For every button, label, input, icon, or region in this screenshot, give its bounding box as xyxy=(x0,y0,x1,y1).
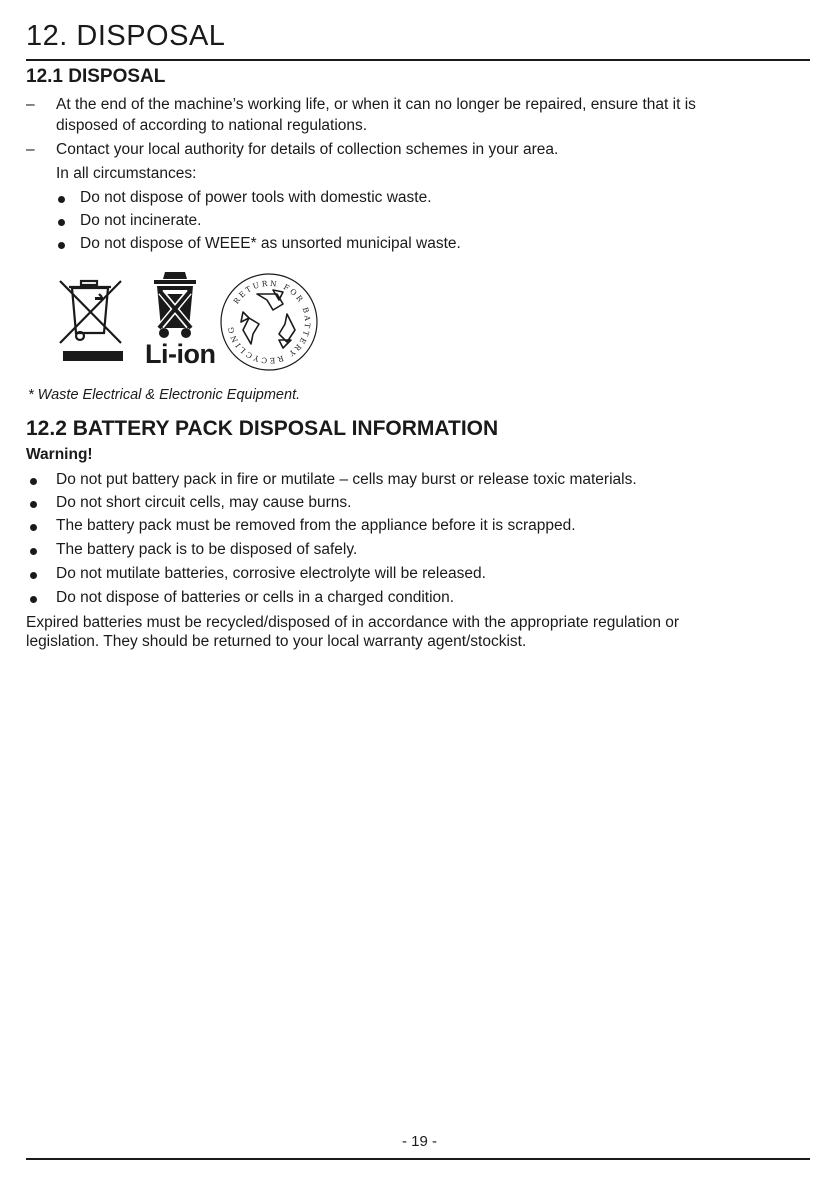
weee-solid-bar xyxy=(63,351,123,361)
bullet-dot xyxy=(30,596,37,603)
list-item: Do not mutilate batteries, corrosive electrolyte will be released. xyxy=(56,565,486,582)
section-heading-disposal: 12.1 DISPOSAL xyxy=(26,66,166,87)
list-item: Do not short circuit cells, may cause burns. xyxy=(56,494,352,511)
paragraph-line: At the end of the machine’s working life, or when it can no longer be repaired, ensure that it is xyxy=(56,96,696,113)
dash-marker: – xyxy=(26,96,35,113)
footnote: * Waste Electrical & Electronic Equipment. xyxy=(28,387,301,403)
svg-text:RETURN FOR BATTERY RECYCLING: RETURN FOR BATTERY RECYCLING xyxy=(225,278,313,366)
footer-rule xyxy=(26,1158,810,1160)
list-item: Do not put battery pack in fire or mutilate – cells may burst or release toxic materials. xyxy=(56,471,637,488)
page-number: - 19 - xyxy=(401,1133,437,1150)
bullet-dot xyxy=(30,548,37,555)
battery-recycling-seal-icon xyxy=(217,270,321,374)
title-rule xyxy=(26,59,810,61)
paragraph-line: Expired batteries must be recycled/disposed of in accordance with the appropriate regulation or xyxy=(26,614,680,631)
list-item: Do not incinerate. xyxy=(80,212,202,229)
paragraph-line: In all circumstances: xyxy=(56,165,197,182)
bullet-dot xyxy=(58,196,65,203)
crossed-out-wheelie-bin-icon xyxy=(55,275,127,347)
section-heading-battery: 12.2 BATTERY PACK DISPOSAL INFORMATION xyxy=(26,417,499,440)
crossed-out-battery-bin-icon xyxy=(146,268,204,340)
list-item: Do not dispose of batteries or cells in a charged condition. xyxy=(56,589,455,606)
paragraph-line: Contact your local authority for details of collection schemes in your area. xyxy=(56,141,559,158)
paragraph-line: disposed of according to national regulations. xyxy=(56,117,368,134)
bullet-dot xyxy=(58,242,65,249)
bullet-dot xyxy=(30,572,37,579)
list-item: The battery pack must be removed from the appliance before it is scrapped. xyxy=(56,517,576,534)
dash-marker: – xyxy=(26,141,35,158)
bullet-dot xyxy=(30,524,37,531)
list-item: The battery pack is to be disposed of safely. xyxy=(56,541,358,558)
warning-label: Warning! xyxy=(26,446,93,463)
paragraph-line: legislation. They should be returned to your local warranty agent/stockist. xyxy=(26,633,527,650)
bullet-dot xyxy=(30,501,37,508)
list-item: Do not dispose of power tools with domestic waste. xyxy=(80,189,432,206)
list-item: Do not dispose of WEEE* as unsorted municipal waste. xyxy=(80,235,461,252)
bullet-dot xyxy=(30,478,37,485)
page-title: 12. DISPOSAL xyxy=(26,20,226,52)
liion-label: Li-ion xyxy=(145,339,216,369)
bullet-dot xyxy=(58,219,65,226)
